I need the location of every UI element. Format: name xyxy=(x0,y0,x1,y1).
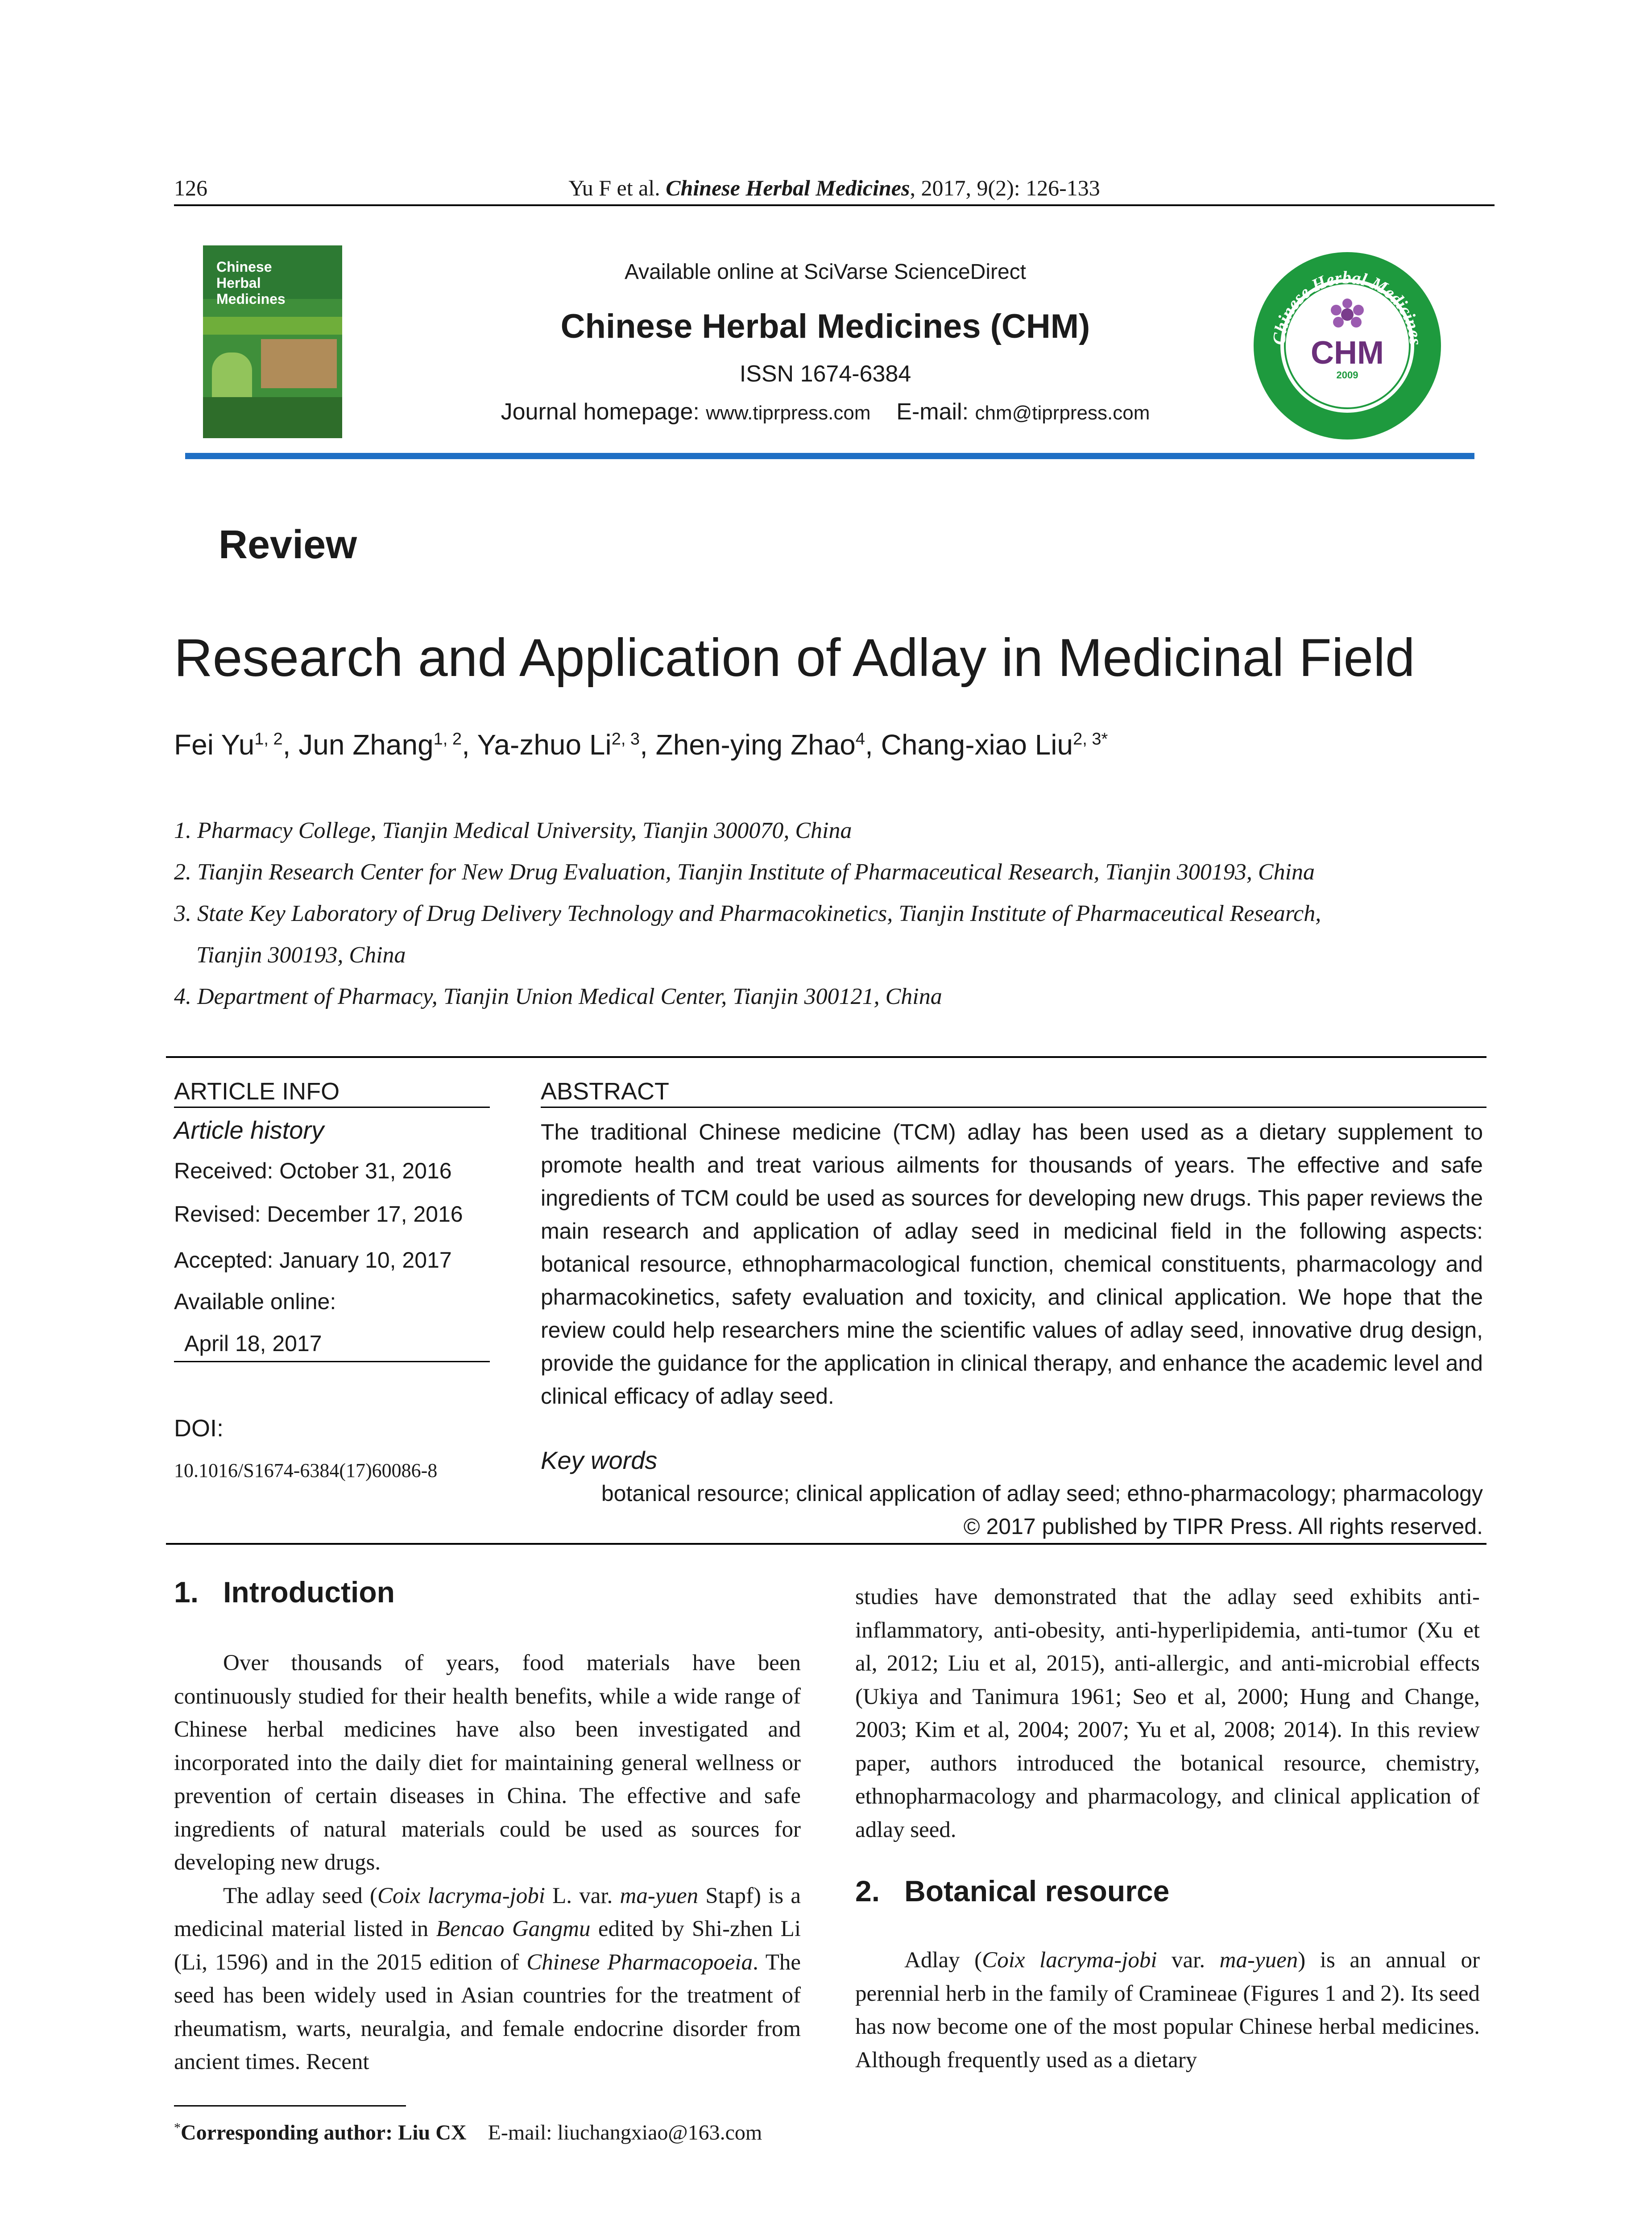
author-name: Chang-xiao Liu xyxy=(881,729,1073,761)
section-heading-botanical-resource xyxy=(855,1874,1169,1908)
author-name: Jun Zhang xyxy=(298,729,434,761)
article-history-label: Article history xyxy=(174,1116,324,1144)
logo-bottom-text: TIPR PRESS xyxy=(1306,374,1388,403)
accepted-date: Accepted: January 10, 2017 xyxy=(174,1248,452,1273)
revised-date: Revised: December 17, 2016 xyxy=(174,1202,463,1227)
logo-year: 2009 xyxy=(1336,369,1358,381)
issn: ISSN 1674-6384 xyxy=(739,361,911,387)
received-date: Received: October 31, 2016 xyxy=(174,1158,452,1183)
species-name: Coix lacryma-jobi xyxy=(377,1883,545,1908)
doi-link[interactable]: 10.1016/S1674-6384(17)60086-8 xyxy=(174,1460,438,1481)
homepage-link[interactable]: www.tiprpress.com xyxy=(706,402,871,424)
section-title: Introduction xyxy=(223,1576,395,1609)
logo-top-text: Chinese Herbal Medicines xyxy=(1268,267,1426,346)
footnote-mark: * xyxy=(174,2120,181,2135)
left-column xyxy=(174,1646,801,2079)
abstract-heading-rule xyxy=(541,1107,1486,1108)
citation-volume: , 2017, 9(2): 126-133 xyxy=(910,175,1100,200)
variety-name: ma-yuen xyxy=(1219,1948,1298,1973)
right-column-bottom xyxy=(855,1944,1480,2077)
author-name: Fei Yu xyxy=(174,729,255,761)
author-name: Ya-zhuo Li xyxy=(477,729,612,761)
info-heading-rule xyxy=(174,1107,490,1108)
variety-name: ma-yuen xyxy=(620,1883,699,1908)
paper-title: Research and Application of Adlay in Medicinal Field xyxy=(174,628,1415,688)
abstract-heading: ABSTRACT xyxy=(541,1078,670,1105)
section-number: 1. xyxy=(174,1576,199,1609)
logo-chm-text: CHM xyxy=(1311,335,1384,371)
article-info-heading: ARTICLE INFO xyxy=(174,1078,340,1105)
paragraph: The adlay seed (Coix lacryma-jobi L. var. ma-yuen Stapf) is a medicinal material listed in Bencao Gangmu edited by Shi-zhen Li (Li, 1596) and in the 2015 edition of Chinese Pharmacopoeia. The seed has been widely used in Asian countries for the treatment of rheumatism, warts, neuralgia, and female endocrine disorder from ancient times. Recent xyxy=(174,1883,801,2074)
paragraph: Over thousands of years, food materials have been continuously studied for their health benefits, while a wide range of Chinese herbal medicines have also been investigated and incorporated into the daily diet for maintaining general wellness or prevention of certain diseases in China. The effective and safe ingredients of natural materials could be used as sources for developing new drugs. xyxy=(174,1650,801,1875)
info-top-rule xyxy=(166,1056,1486,1058)
author-email[interactable]: E-mail: liuchangxiao@163.com xyxy=(488,2121,762,2144)
page-number: 126 xyxy=(174,175,207,200)
section-heading-introduction xyxy=(174,1575,395,1609)
affiliation: 2. Tianjin Research Center for New Drug Evaluation, Tianjin Institute of Pharmaceutical Research, Tianjin 300193, China xyxy=(174,859,1315,885)
paragraph: Adlay (Coix lacryma-jobi var. ma-yuen) is an annual or perennial herb in the family of Cramineae (Figures 1 and 2). Its seed has now become one of the most popular Chinese herbal medicines. Although frequently used as a dietary xyxy=(855,1948,1480,2073)
right-column-top xyxy=(855,1580,1480,1846)
keywords: botanical resource; clinical application of adlay seed; ethno-pharmacology; pharmacology xyxy=(601,1481,1483,1506)
journal-name: Chinese Herbal Medicines (CHM) xyxy=(560,307,1090,345)
author-affiliation-mark: 2, 3 xyxy=(611,730,640,749)
header-rule xyxy=(174,204,1495,206)
section-number: 2. xyxy=(855,1874,880,1908)
masthead-divider xyxy=(185,453,1474,459)
footnote-rule xyxy=(174,2105,406,2107)
article-type: Review xyxy=(219,523,357,567)
copyright-notice: © 2017 published by TIPR Press. All rights reserved. xyxy=(963,1514,1483,1539)
available-online-date: April 18, 2017 xyxy=(184,1331,322,1356)
abstract-bottom-rule xyxy=(166,1543,1486,1545)
author-affiliation-mark: 2, 3* xyxy=(1073,730,1108,749)
book-title: Bencao Gangmu xyxy=(436,1916,591,1941)
affiliation: 3. State Key Laboratory of Drug Delivery Technology and Pharmacokinetics, Tianjin Institute of Pharmaceutical Research, xyxy=(174,901,1321,926)
author-name: Zhen-ying Zhao xyxy=(655,729,856,761)
doi-label: DOI: xyxy=(174,1415,224,1442)
email-label: E-mail: xyxy=(896,399,975,425)
corresponding-author: Corresponding author: Liu CX xyxy=(181,2121,467,2144)
chm-logo xyxy=(1251,250,1443,442)
cover-title: Chinese Herbal Medicines xyxy=(216,259,286,307)
affiliation-continued: Tianjin 300193, China xyxy=(196,942,406,968)
info-history-rule xyxy=(174,1361,490,1362)
email-link[interactable]: chm@tiprpress.com xyxy=(975,402,1150,424)
affiliation: 1. Pharmacy College, Tianjin Medical University, Tianjin 300070, China xyxy=(174,818,852,843)
pharmacopoeia-title: Chinese Pharmacopoeia xyxy=(526,1949,753,1975)
paragraph: studies have demonstrated that the adlay seed exhibits anti-inflammatory, anti-obesity, anti-hyperlipidemia, anti-tumor (Xu et al, 2012; Liu et al, 2015), anti-allergic, and anti-microbial effects (Ukiya and Tanimura 1961; Seo et al, 2000; Hung and Change, 2003; Kim et al, 2004; 2007; Yu et al, 2008; 2014). In this review paper, authors introduced the botanical resource, chemistry, ethnopharmacology and pharmacology, and clinical application of adlay seed. xyxy=(855,1584,1480,1842)
abstract-text: The traditional Chinese medicine (TCM) adlay has been used as a dietary supplement to promote health and treat various ailments for thousands of years. The effective and safe ingredients of TCM could be used as sources for developing new drugs. This paper reviews the main research and application of adlay seed in medicinal field in the following aspects: botanical resource, ethnopharmacological function, chemical constituents, pharmacology and pharmacokinetics, safety evaluation and toxicity, and clinical application. We hope that the review could help researchers mine the scientific values of adlay seed, innovative drug design, provide the guidance for the application in clinical therapy, and enhance the academic level and clinical efficacy of adlay seed. xyxy=(541,1120,1483,1409)
author-affiliation-mark: 4 xyxy=(855,730,865,749)
species-name: Coix lacryma-jobi xyxy=(982,1948,1157,1973)
journal-contact xyxy=(312,398,1338,425)
author-list: Fei Yu$^{1, 2}$, Jun Zhang$^{1, 2}$, Ya-zhuo Li$^{2, 3}$, Zhen-ying Zhao$^4$, Chang-xiao Liu$^{2, 3*}$ xyxy=(174,729,1108,761)
homepage-label: Journal homepage: xyxy=(501,399,706,425)
available-online-label: Available online: xyxy=(174,1289,336,1314)
section-title: Botanical resource xyxy=(904,1874,1170,1908)
author-affiliation-mark: 1, 2 xyxy=(433,730,462,749)
author-affiliation-mark: 1, 2 xyxy=(254,730,283,749)
keywords-label: Key words xyxy=(541,1446,658,1474)
running-citation xyxy=(174,175,1495,201)
citation-journal: Chinese Herbal Medicines xyxy=(666,175,910,200)
corresponding-author-footnote xyxy=(174,2120,762,2145)
affiliation: 4. Department of Pharmacy, Tianjin Union Medical Center, Tianjin 300121, China xyxy=(174,984,942,1009)
available-online-text: Available online at SciVarse ScienceDirect xyxy=(624,260,1027,284)
citation-authors: Yu F et al. xyxy=(568,175,660,200)
